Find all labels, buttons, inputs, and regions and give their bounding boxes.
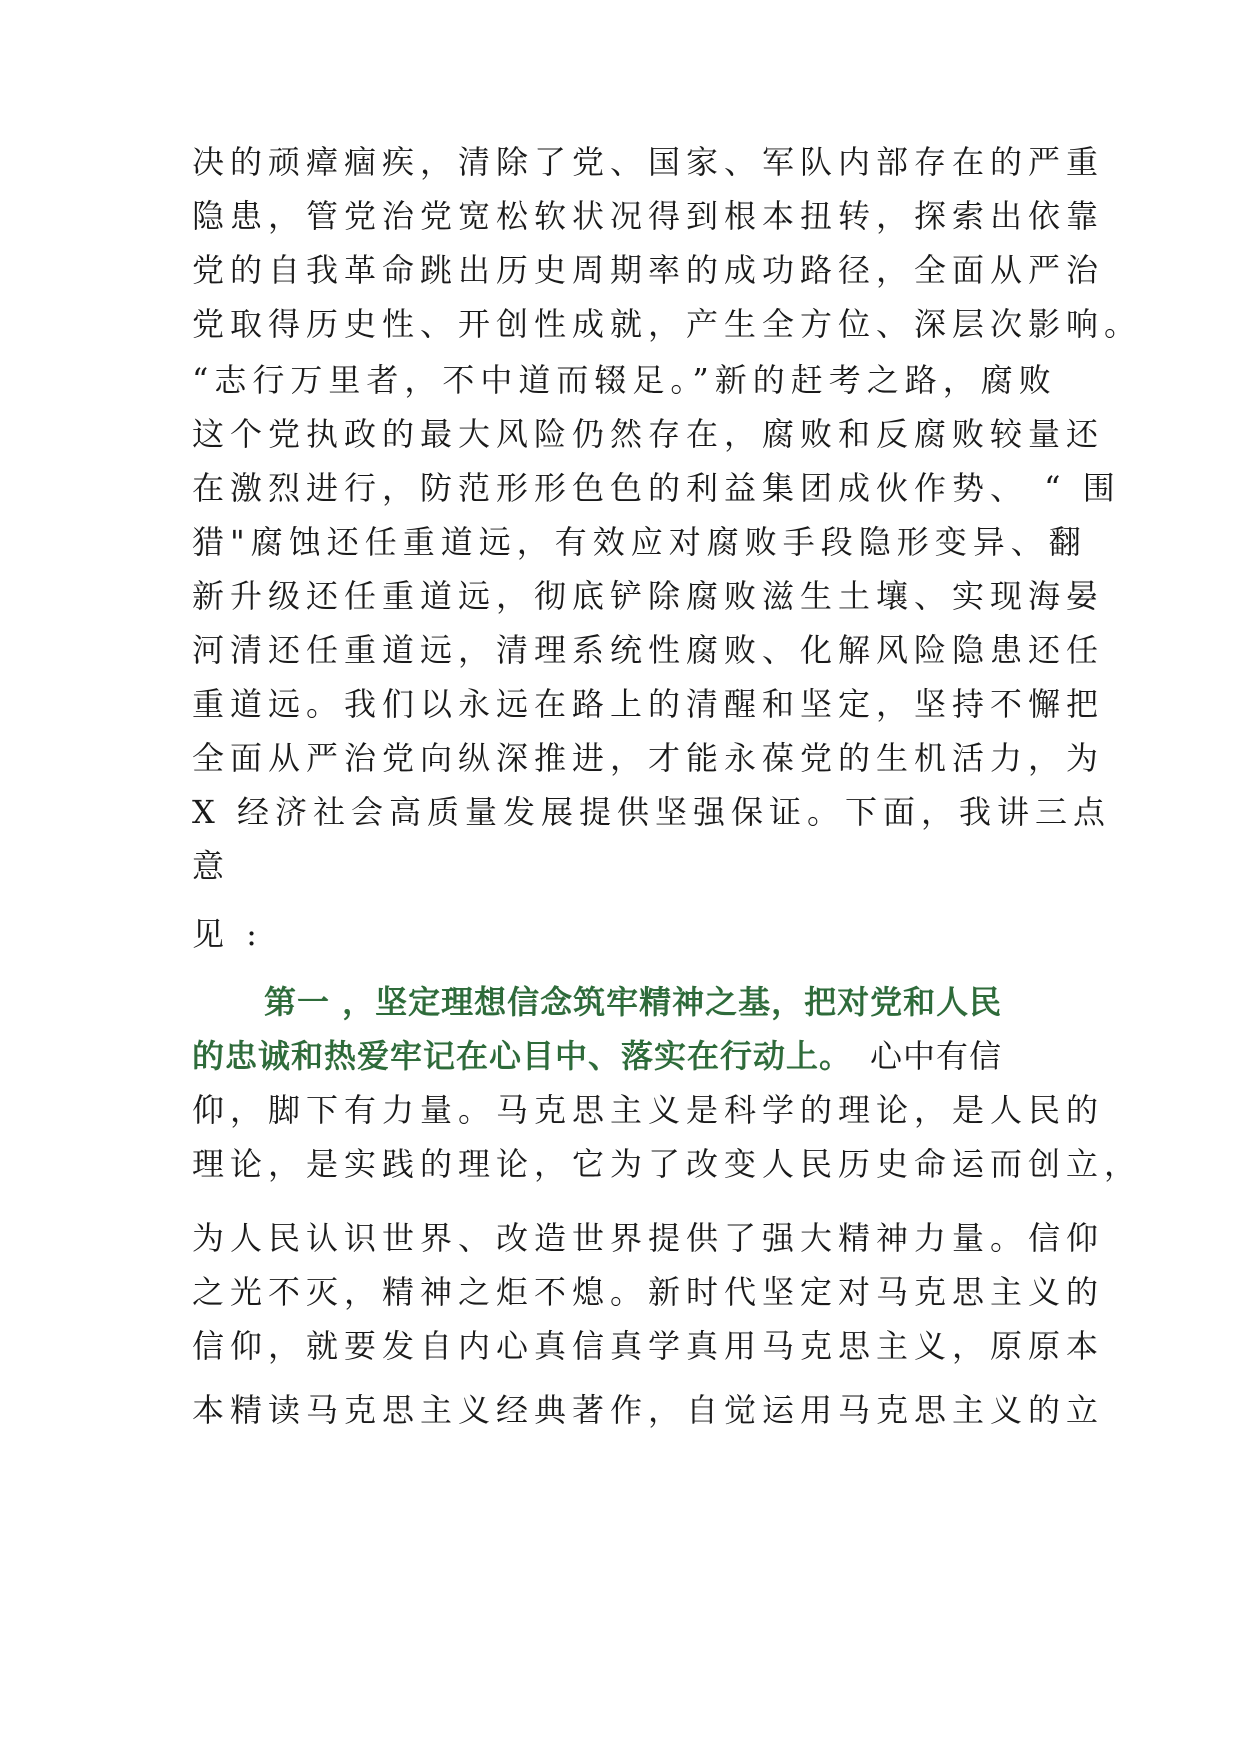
body-line: 党的自我革命跳出历史周期率的成功路径，全面从严治 [192,251,1105,289]
body-line: 在激烈进行，防范形形色色的利益集团成伙作势、 “ 围 [192,469,1121,507]
section-heading-line-2 [192,1036,1072,1076]
body-line: 理论，是实践的理论，它为了改变人民历史命运而创立， [192,1145,1143,1183]
body-line: 本精读马克思主义经典著作，自觉运用马克思主义的立 [192,1391,1105,1429]
body-line: “志行万里者，不中道而辍足。”新的赶考之路，腐败 [192,361,1057,399]
body-line: 仰，脚下有力量。马克思主义是科学的理论，是人民的 [192,1091,1105,1129]
section-heading-text: 第一 ，坚定理想信念筑牢精神之基，把对党和人民 [264,983,1003,1021]
body-line-tail: 心中有信 [870,1037,1003,1075]
body-line: 决的顽瘴痼疾，清除了党、国家、军队内部存在的严重 [192,143,1105,181]
body-line: 这个党执政的最大风险仍然存在，腐败和反腐败较量还 [192,415,1105,453]
body-line: 猎"腐蚀还任重道远，有效应对腐败手段隐形变异、翻 [192,523,1087,561]
body-line: 为人民认识世界、改造世界提供了强大精神力量。信仰 [192,1219,1105,1257]
body-line: 见 : [192,915,263,953]
body-line: 河清还任重道远，清理系统性腐败、化解风险隐患还任 [192,631,1105,669]
body-line: 党取得历史性、开创性成就，产生全方位、深层次影响。 [192,305,1143,343]
body-line: 重道远。我们以永远在路上的清醒和坚定，坚持不懈把 [192,685,1105,723]
body-line: 隐患，管党治党宽松软状况得到根本扭转，探索出依靠 [192,197,1105,235]
body-line: 之光不灭，精神之炬不熄。新时代坚定对马克思主义的 [192,1273,1105,1311]
body-line: 全面从严治党向纵深推进，才能永葆党的生机活力，为 [192,739,1105,777]
section-heading-line-1 [192,982,1072,1022]
section-heading-text: 的忠诚和热爱牢记在心目中、落实在行动上。 [192,1037,853,1075]
body-line: X 经济社会高质量发展提供坚强保证。下面，我讲三点 [192,793,1111,831]
body-line: 新升级还任重道远，彻底铲除腐败滋生土壤、实现海晏 [192,577,1105,615]
body-line: 意 [192,847,231,885]
body-line: 信仰，就要发自内心真信真学真用马克思主义，原原本 [192,1327,1105,1365]
